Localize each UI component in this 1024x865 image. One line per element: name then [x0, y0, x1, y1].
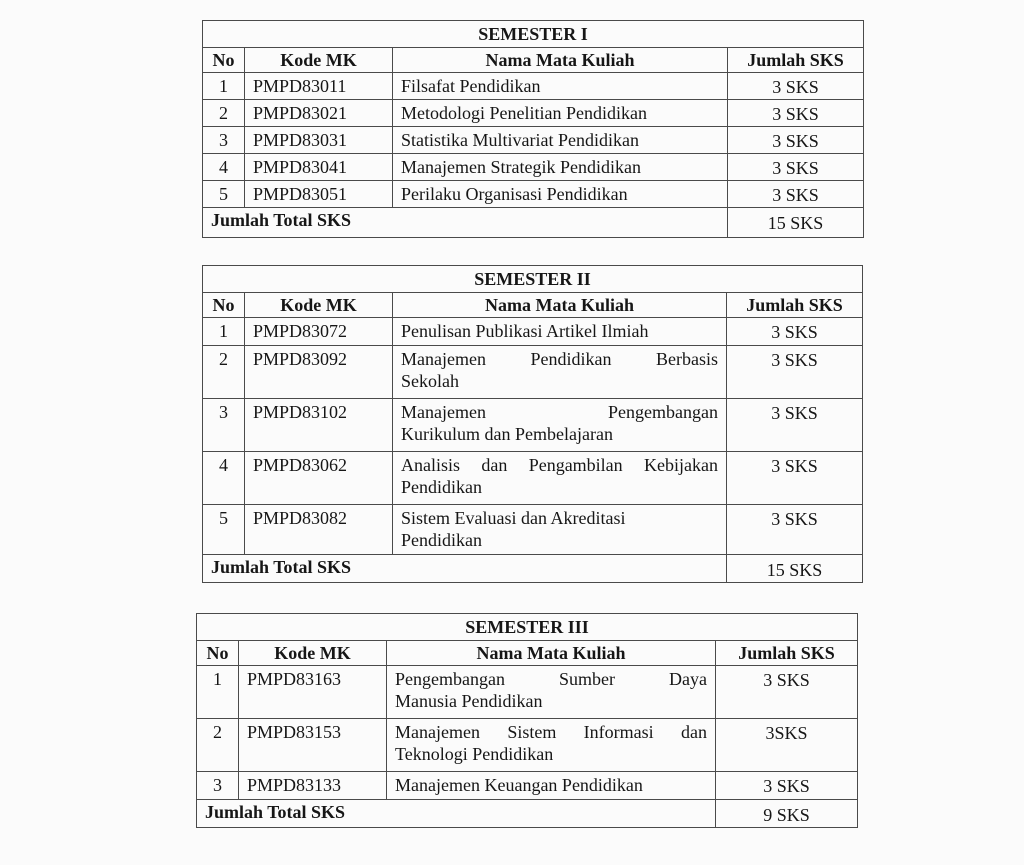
table-row [203, 127, 864, 154]
total-label: Jumlah Total SKS [197, 800, 716, 828]
col-nama-header: Nama Mata Kuliah [393, 48, 728, 73]
col-nama-header: Nama Mata Kuliah [393, 293, 727, 318]
row-kode: PMPD83021 [245, 100, 393, 127]
col-no-header: No [197, 641, 239, 666]
row-nama [393, 452, 727, 505]
col-sks-header: Jumlah SKS [716, 641, 858, 666]
row-sks: 3 SKS [728, 127, 864, 154]
semester-2-table [202, 265, 863, 583]
row-nama [387, 719, 716, 772]
col-no-header: No [203, 293, 245, 318]
row-sks: 3 SKS [728, 100, 864, 127]
row-nama: Manajemen Strategik Pendidikan [393, 154, 728, 181]
row-kode: PMPD83082 [245, 505, 393, 555]
row-no: 5 [203, 505, 245, 555]
semester-title: SEMESTER II [203, 266, 863, 293]
row-kode: PMPD83092 [245, 346, 393, 399]
row-nama-line1: Manajemen Pengembangan [401, 402, 718, 422]
row-no: 5 [203, 181, 245, 208]
table-row [203, 100, 864, 127]
table-row [203, 181, 864, 208]
total-row [203, 208, 864, 238]
row-no: 1 [203, 73, 245, 100]
semester-1-table [202, 20, 864, 238]
row-kode: PMPD83153 [239, 719, 387, 772]
row-sks: 3 SKS [727, 346, 863, 399]
table-title-row [197, 614, 858, 641]
col-kode-header: Kode MK [239, 641, 387, 666]
row-no: 2 [197, 719, 239, 772]
row-nama-line2: Pendidikan [401, 477, 482, 497]
row-sks: 3 SKS [716, 772, 858, 800]
col-sks-header: Jumlah SKS [727, 293, 863, 318]
semester-title: SEMESTER I [203, 21, 864, 48]
col-kode-header: Kode MK [245, 293, 393, 318]
row-sks: 3 SKS [728, 154, 864, 181]
semester-3-table [196, 613, 858, 828]
row-nama-line2: Sekolah [401, 371, 459, 391]
table-row [203, 154, 864, 181]
row-sks: 3 SKS [728, 181, 864, 208]
total-label: Jumlah Total SKS [203, 208, 728, 238]
header-row [197, 641, 858, 666]
row-nama: Filsafat Pendidikan [393, 73, 728, 100]
row-sks: 3 SKS [727, 399, 863, 452]
row-no: 2 [203, 100, 245, 127]
row-nama [393, 505, 727, 555]
total-value: 15 SKS [728, 208, 864, 238]
row-no: 1 [197, 666, 239, 719]
table-row [203, 73, 864, 100]
header-row [203, 293, 863, 318]
row-nama-line1: Sistem Evaluasi dan Akreditasi [401, 508, 626, 528]
row-sks: 3 SKS [727, 505, 863, 555]
row-no: 1 [203, 318, 245, 346]
table-row [203, 318, 863, 346]
header-row [203, 48, 864, 73]
row-no: 2 [203, 346, 245, 399]
row-no: 4 [203, 452, 245, 505]
row-nama-line2: Pendidikan [401, 530, 482, 550]
row-no: 3 [203, 399, 245, 452]
semester-title: SEMESTER III [197, 614, 858, 641]
col-kode-header: Kode MK [245, 48, 393, 73]
row-kode: PMPD83163 [239, 666, 387, 719]
row-nama-line2: Manusia Pendidikan [395, 691, 543, 711]
row-nama-line1: Analisis dan Pengambilan Kebijakan [401, 455, 718, 475]
table-title-row [203, 266, 863, 293]
total-value: 15 SKS [727, 555, 863, 583]
row-nama [393, 399, 727, 452]
table-title-row [203, 21, 864, 48]
row-no: 4 [203, 154, 245, 181]
row-nama [387, 666, 716, 719]
table-row [197, 666, 858, 719]
table-row [203, 452, 863, 505]
row-nama: Statistika Multivariat Pendidikan [393, 127, 728, 154]
row-kode: PMPD83051 [245, 181, 393, 208]
row-nama-line2: Kurikulum dan Pembelajaran [401, 424, 613, 444]
table-row [203, 399, 863, 452]
table-row [203, 505, 863, 555]
row-kode: PMPD83072 [245, 318, 393, 346]
row-nama-line1: Manajemen Sistem Informasi dan [395, 722, 707, 742]
row-nama: Manajemen Keuangan Pendidikan [387, 772, 716, 800]
total-row [197, 800, 858, 828]
total-value: 9 SKS [716, 800, 858, 828]
table-row [203, 346, 863, 399]
row-nama [393, 346, 727, 399]
row-sks: 3 SKS [716, 666, 858, 719]
row-kode: PMPD83041 [245, 154, 393, 181]
table-row [197, 772, 858, 800]
row-kode: PMPD83011 [245, 73, 393, 100]
row-nama-line2: Teknologi Pendidikan [395, 744, 554, 764]
row-nama: Penulisan Publikasi Artikel Ilmiah [393, 318, 727, 346]
col-nama-header: Nama Mata Kuliah [387, 641, 716, 666]
row-sks: 3 SKS [728, 73, 864, 100]
row-nama-line1: Manajemen Pendidikan Berbasis [401, 349, 718, 369]
row-sks: 3 SKS [727, 318, 863, 346]
row-kode: PMPD83062 [245, 452, 393, 505]
total-label: Jumlah Total SKS [203, 555, 727, 583]
row-nama: Metodologi Penelitian Pendidikan [393, 100, 728, 127]
row-sks: 3SKS [716, 719, 858, 772]
row-nama: Perilaku Organisasi Pendidikan [393, 181, 728, 208]
row-no: 3 [203, 127, 245, 154]
row-kode: PMPD83102 [245, 399, 393, 452]
row-no: 3 [197, 772, 239, 800]
row-nama-line1: Pengembangan Sumber Daya [395, 669, 707, 689]
col-sks-header: Jumlah SKS [728, 48, 864, 73]
row-kode: PMPD83031 [245, 127, 393, 154]
table-row [197, 719, 858, 772]
row-kode: PMPD83133 [239, 772, 387, 800]
row-sks: 3 SKS [727, 452, 863, 505]
col-no-header: No [203, 48, 245, 73]
total-row [203, 555, 863, 583]
